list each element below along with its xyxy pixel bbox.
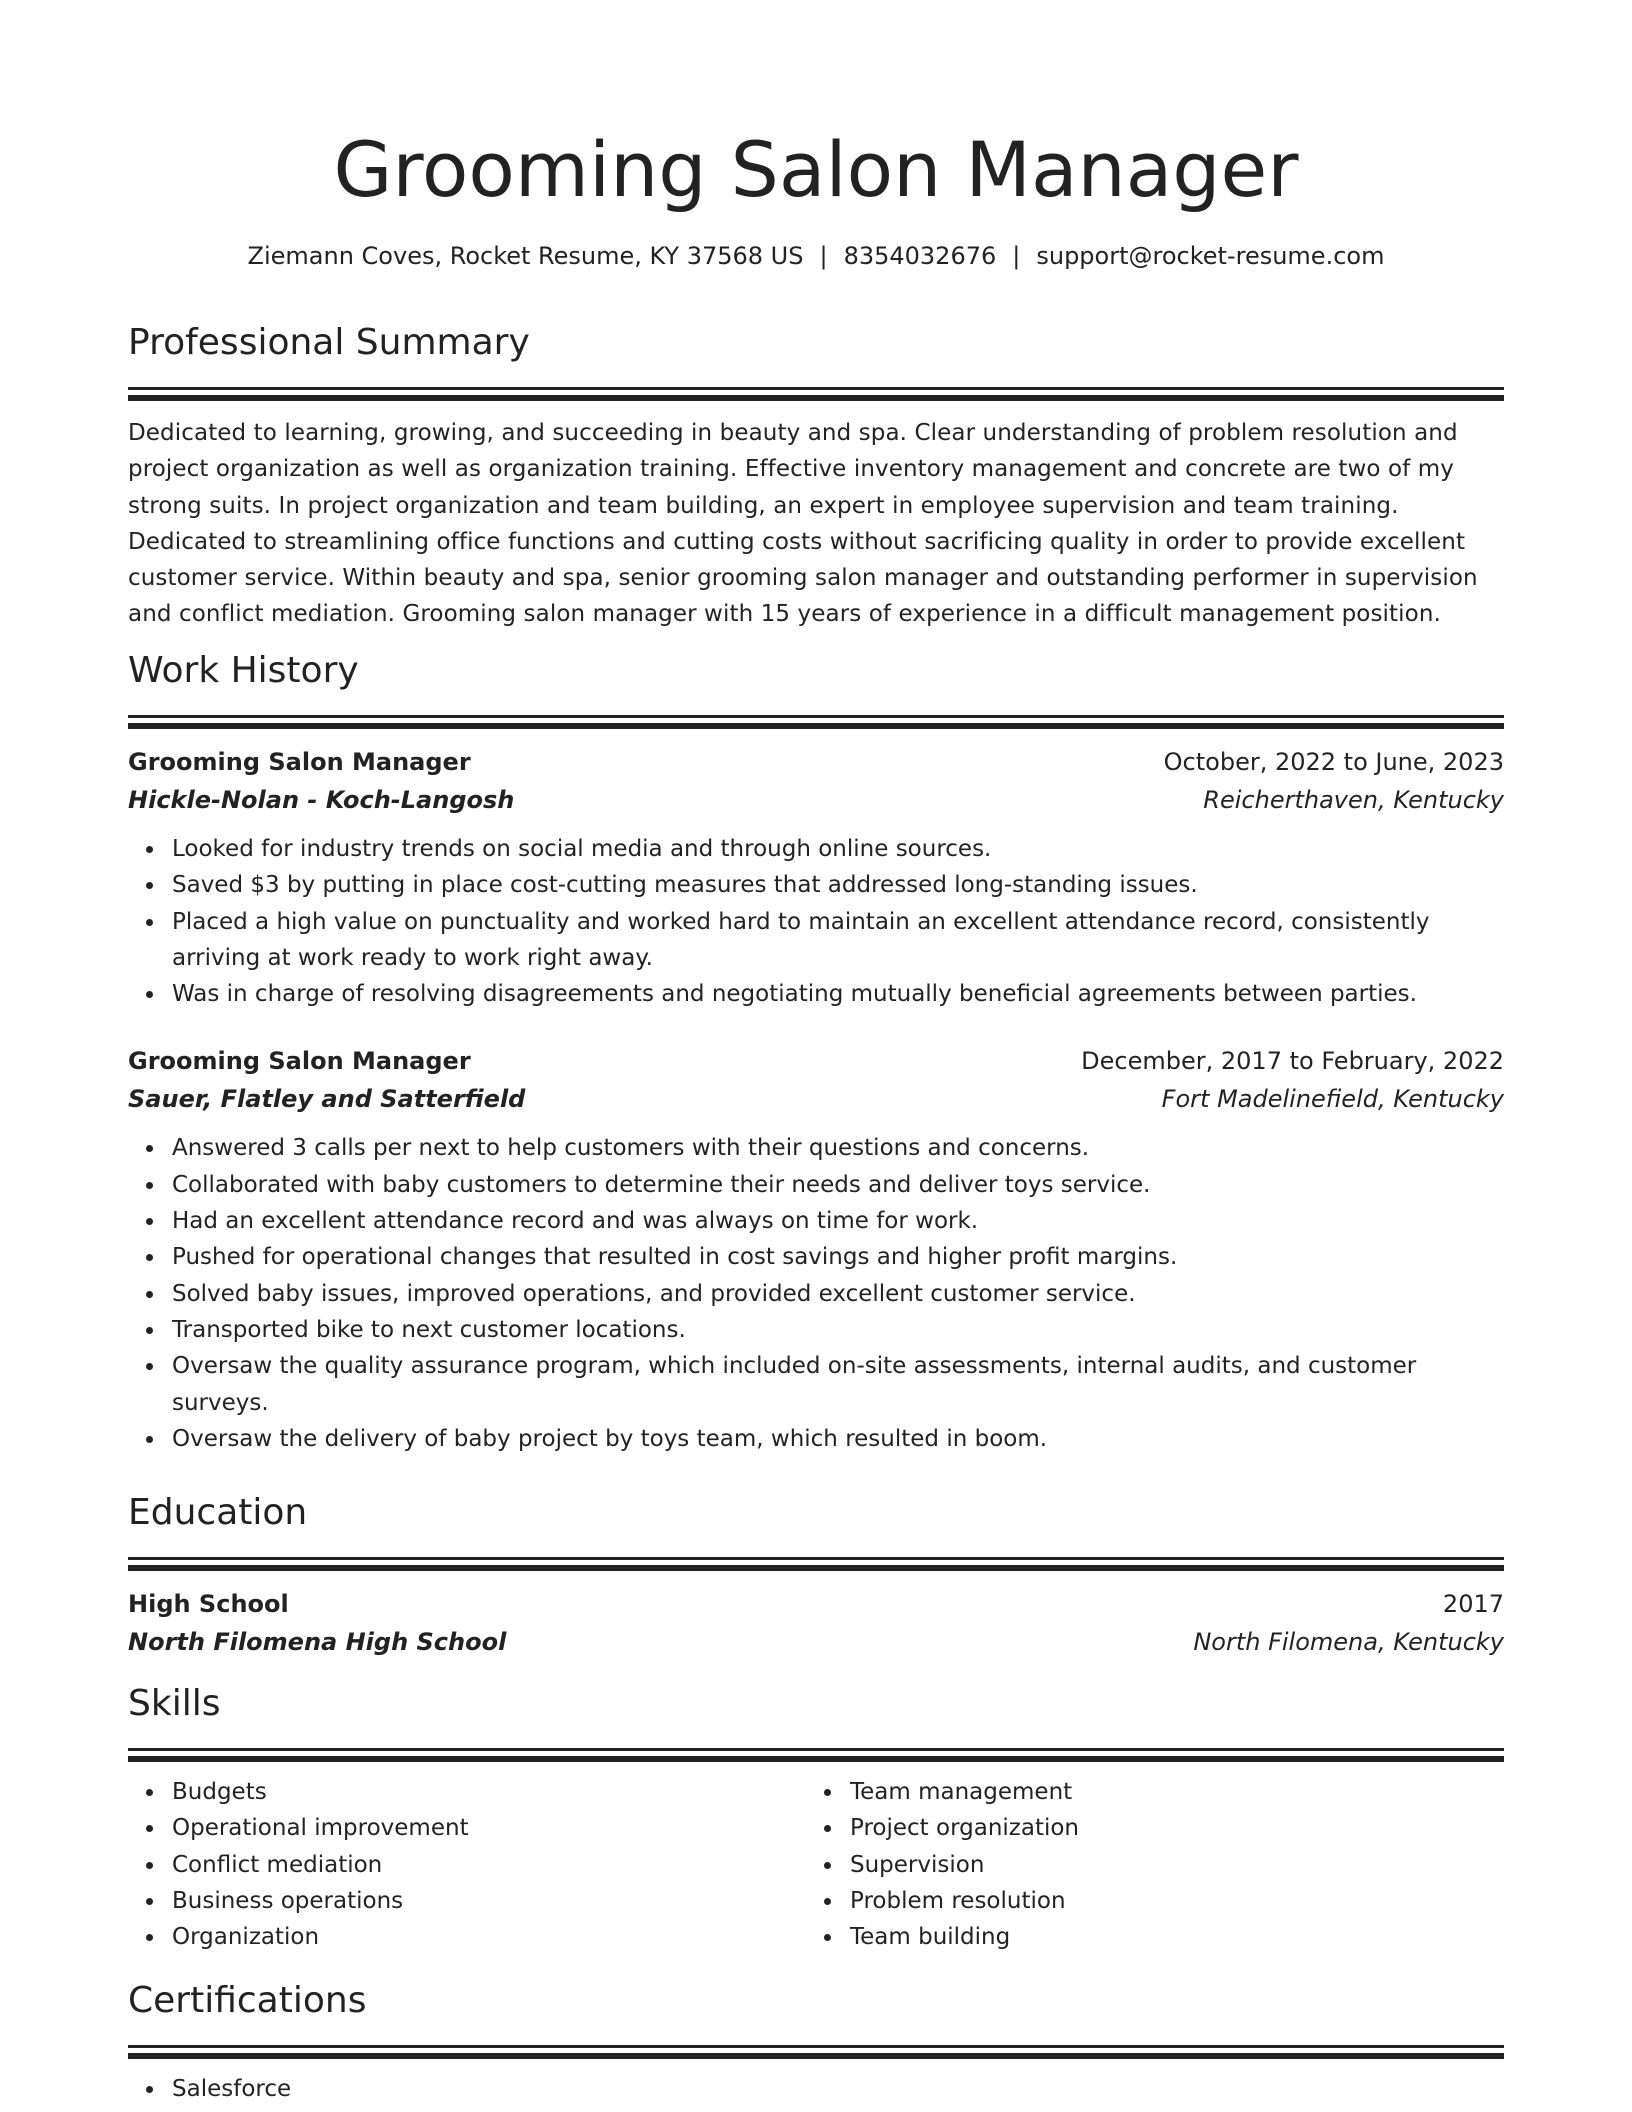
list-item: Team management <box>850 1774 1484 1810</box>
education-header <box>128 1585 1504 1623</box>
section-work-history <box>128 647 1504 1457</box>
section-rule <box>128 1748 1504 1751</box>
list-item: Pushed for operational changes that resulted in cost savings and higher profit margins. <box>172 1239 1504 1275</box>
list-item: Team building <box>850 1919 1484 1955</box>
list-item: Answered 3 calls per next to help customers with their questions and concerns. <box>172 1130 1504 1166</box>
list-item: Was in charge of resolving disagreements and negotiating mutually beneficial agreements between parties. <box>172 976 1504 1012</box>
section-rule <box>128 2053 1504 2059</box>
skills-list-left <box>128 1774 806 1955</box>
job-entry <box>128 1042 1504 1457</box>
skills-columns <box>128 1774 1504 1955</box>
job-company: Sauer, Flatley and Satterfield <box>128 1085 526 1114</box>
list-item: Salesforce <box>172 2071 1504 2107</box>
list-item: Business operations <box>172 1883 806 1919</box>
job-header <box>128 743 1504 781</box>
section-rule <box>128 1557 1504 1560</box>
education-school: North Filomena High School <box>128 1628 507 1656</box>
contact-email: support@rocket-resume.com <box>1036 242 1385 270</box>
list-item: Solved baby issues, improved operations, and provided excellent customer service. <box>172 1276 1504 1312</box>
section-title: Education <box>128 1492 308 1533</box>
education-location: North Filomena, Kentucky <box>1193 1628 1504 1656</box>
contact-separator: | <box>1012 242 1021 270</box>
section-rule <box>128 1565 1504 1571</box>
list-item: Oversaw the delivery of baby project by toys team, which resulted in boom. <box>172 1421 1504 1457</box>
section-education <box>128 1489 1504 1661</box>
education-subheader <box>128 1623 1504 1661</box>
contact-line <box>128 239 1504 273</box>
section-title: Professional Summary <box>128 322 530 363</box>
section-rule <box>128 715 1504 718</box>
job-bullets <box>128 831 1504 1012</box>
contact-separator: | <box>819 242 828 270</box>
list-item: Operational improvement <box>172 1810 806 1846</box>
job-entry <box>128 743 1504 1012</box>
section-title: Skills <box>128 1683 221 1724</box>
skills-list-right <box>806 1774 1484 1955</box>
list-item: Saved $3 by putting in place cost-cutting measures that addressed long-standing issues. <box>172 867 1504 903</box>
list-item: Problem resolution <box>850 1883 1484 1919</box>
job-bullets <box>128 1130 1504 1457</box>
summary-text: Dedicated to learning, growing, and succeeding in beauty and spa. Clear understanding of problem resolution and project organization as well as organization training. Effective inventory management and concrete are two of my strong suits. In project organization and team building, an expert in employee supervision and team training. Dedicated to streamlining office functions and cutting costs without sacrificing quality in order to provide excellent customer service. Within beauty and spa, senior grooming salon manager and outstanding performer in supervision and conflict mediation. Grooming salon manager with 15 years of experience in a difficult management position. <box>128 420 1478 628</box>
job-subheader <box>128 781 1504 819</box>
education-entry <box>128 1585 1504 1661</box>
section-certifications <box>128 1977 1504 2107</box>
contact-address: Ziemann Coves, Rocket Resume, KY 37568 US <box>247 242 804 270</box>
education-year: 2017 <box>1442 1590 1504 1618</box>
section-summary <box>128 319 1504 633</box>
list-item: Had an excellent attendance record and was always on time for work. <box>172 1203 1504 1239</box>
list-item: Oversaw the quality assurance program, which included on-site assessments, internal audits, and customer surveys. <box>172 1348 1504 1421</box>
list-item: Conflict mediation <box>172 1847 806 1883</box>
job-subheader <box>128 1080 1504 1118</box>
section-skills <box>128 1680 1504 1955</box>
education-degree: High School <box>128 1590 289 1618</box>
list-item: Supervision <box>850 1847 1484 1883</box>
job-company: Hickle-Nolan - Koch-Langosh <box>128 786 515 814</box>
section-rule <box>128 395 1504 401</box>
job-header <box>128 1042 1504 1080</box>
section-rule <box>128 387 1504 390</box>
list-item: Placed a high value on punctuality and worked hard to maintain an excellent attendance record, consistently arriving at work ready to work right away. <box>172 904 1504 977</box>
list-item: Budgets <box>172 1774 806 1810</box>
list-item: Looked for industry trends on social media and through online sources. <box>172 831 1504 867</box>
list-item: Collaborated with baby customers to determine their needs and deliver toys service. <box>172 1167 1504 1203</box>
job-location: Fort Madelinefield, Kentucky <box>1161 1085 1504 1114</box>
resume-name: Grooming Salon Manager <box>333 125 1299 214</box>
section-title: Work History <box>128 650 359 691</box>
certifications-list <box>128 2071 1504 2107</box>
job-location: Reicherthaven, Kentucky <box>1203 786 1504 814</box>
list-item: Organization <box>172 1919 806 1955</box>
job-title: Grooming Salon Manager <box>128 748 471 776</box>
list-item: Project organization <box>850 1810 1484 1846</box>
section-rule <box>128 1756 1504 1762</box>
contact-phone: 8354032676 <box>843 242 997 270</box>
section-rule <box>128 723 1504 729</box>
job-dates: December, 2017 to February, 2022 <box>1081 1047 1504 1076</box>
section-rule <box>128 2045 1504 2048</box>
list-item: Transported bike to next customer locations. <box>172 1312 1504 1348</box>
section-title: Certifications <box>128 1980 367 2021</box>
job-dates: October, 2022 to June, 2023 <box>1163 748 1504 776</box>
job-title: Grooming Salon Manager <box>128 1047 471 1076</box>
